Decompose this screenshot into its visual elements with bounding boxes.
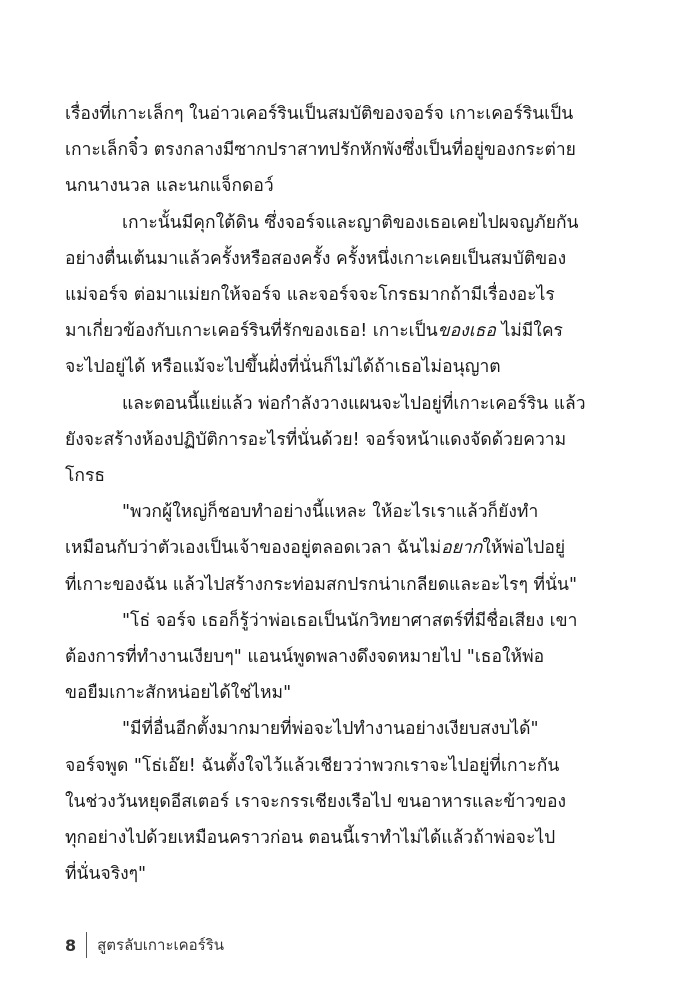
text-segment: มาเกี่ยวข้องกับเกาะเคอร์รินที่รักของเธอ! เกาะเป็น [65, 321, 438, 342]
text-line: อย่างตื่นเต้นมาแล้วครั้งหรือสองครั้ง ครั้งหนึ่งเกาะเคยเป็นสมบัติของ [65, 248, 567, 269]
paragraph [65, 96, 595, 205]
text-segment: เหมือนกับว่าตัวเองเป็นเจ้าของอยู่ตลอดเวลา ฉันไม่ [65, 538, 442, 559]
text-line: เกาะเล็กจิ๋ว ตรงกลางมีซากปราสาทปรักหักพังซึ่งเป็นที่อยู่ของกระต่าย [65, 140, 576, 161]
text-line: และตอนนี้แย่แล้ว พ่อกำลังวางแผนจะไปอยู่ที่เกาะเคอร์ริน แล้ว [122, 393, 586, 414]
paragraph [65, 494, 595, 603]
text-line: "พวกผู้ใหญ่ก็ชอบทำอย่างนี้แหละ ให้อะไรเราแล้วก็ยังทำ [122, 502, 539, 523]
text-segment: ให้พ่อไปอยู่ [482, 538, 566, 559]
text-line: ยังจะสร้างห้องปฏิบัติการอะไรที่นั่นด้วย! จอร์จหน้าแดงจัดด้วยความ [65, 429, 567, 450]
page-body [65, 96, 595, 892]
text-segment: ไม่มีใคร [495, 321, 563, 342]
paragraph [65, 205, 595, 386]
text-line: ขอยืมเกาะสักหน่อยได้ใช่ไหม" [65, 683, 292, 704]
emphasized-word: ของเธอ [437, 321, 496, 342]
text-line: นกนางนวล และนกแจ็กดอว์ [65, 176, 274, 197]
text-line: ในช่วงวันหยุดอีสเตอร์ เราจะกรรเชียงเรือไป ขนอาหารและข้าวของ [65, 791, 567, 812]
paragraph [65, 711, 595, 892]
page-footer [65, 930, 224, 960]
paragraph [65, 603, 595, 712]
text-line: เกาะนั้นมีคุกใต้ดิน ซึ่งจอร์จและญาติของเธอเคยไปผจญภัยกัน [122, 212, 579, 233]
page-number: 8 [65, 935, 77, 955]
text-line: ที่เกาะของฉัน แล้วไปสร้างกระท่อมสกปรกน่าเกลียดและอะไรๆ ที่นั่น" [65, 574, 578, 595]
paragraph [65, 386, 595, 495]
text-line: จะไปอยู่ได้ หรือแม้จะไปขึ้นฝั่งที่นั่นก็ไม่ได้ถ้าเธอไม่อนุญาต [65, 357, 501, 378]
running-title: สูตรลับเกาะเคอร์ริน [97, 936, 225, 954]
text-line: "มีที่อื่นอีกตั้งมากมายที่พ่อจะไปทำงานอย่างเงียบสงบได้" [122, 719, 539, 740]
emphasized-word: อยาก [441, 538, 483, 559]
footer-divider [86, 932, 87, 958]
text-line: ทุกอย่างไปด้วยเหมือนคราวก่อน ตอนนี้เราทำไม่ได้แล้วถ้าพ่อจะไป [65, 828, 556, 849]
text-line: แม่จอร์จ ต่อมาแม่ยกให้จอร์จ และจอร์จจะโกรธมากถ้ามีเรื่องอะไร [65, 285, 555, 306]
text-line: เรื่องที่เกาะเล็กๆ ในอ่าวเคอร์รินเป็นสมบัติของจอร์จ เกาะเคอร์รินเป็น [65, 104, 574, 124]
text-line: โกรธ [65, 466, 106, 487]
text-line: ต้องการที่ทำงานเงียบๆ" แอนน์พูดพลางดึงจดหมายไป "เธอให้พ่อ [65, 647, 545, 668]
text-line: ที่นั่นจริงๆ" [65, 864, 147, 885]
text-line: "โธ่ จอร์จ เธอก็รู้ว่าพ่อเธอเป็นนักวิทยาศาสตร์ที่มีชื่อเสียง เขา [122, 610, 578, 631]
text-line [65, 530, 595, 566]
text-line [65, 313, 595, 349]
text-line: จอร์จพูด "โธ่เอ๊ย! ฉันตั้งใจไว้แล้วเชียวว่าพวกเราจะไปอยู่ที่เกาะกัน [65, 755, 560, 776]
